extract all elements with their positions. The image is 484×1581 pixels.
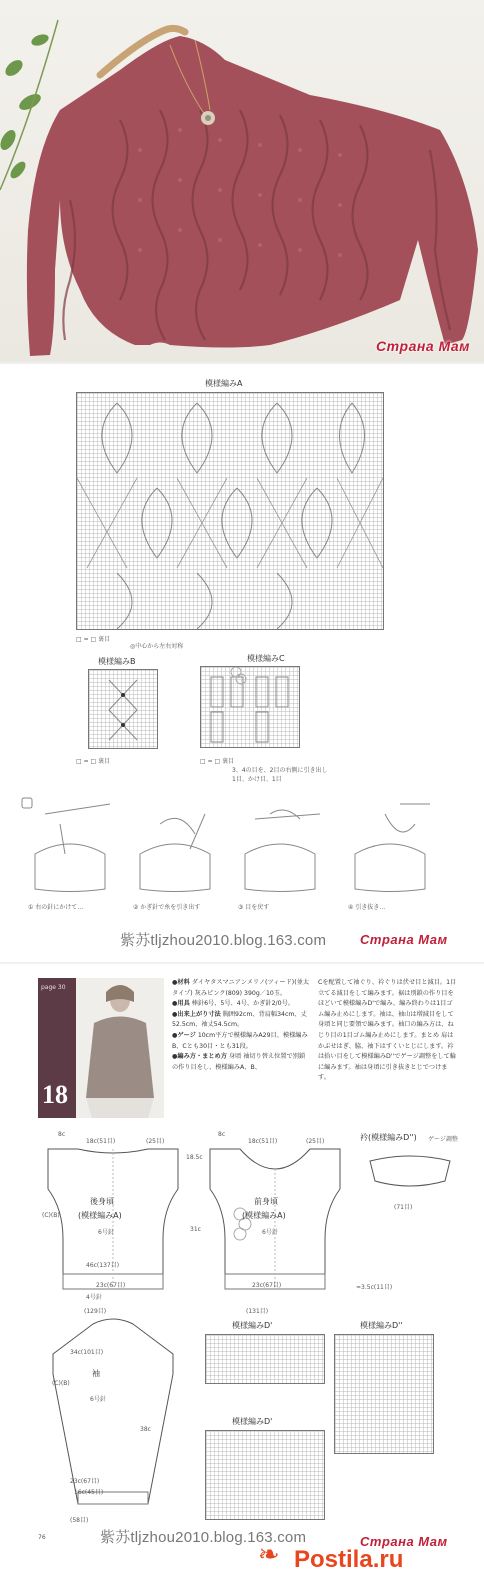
page-number: 76 — [38, 1534, 46, 1541]
model-figure — [76, 978, 164, 1118]
number-box — [38, 978, 76, 1118]
chart-b-legend: □ = □ 裏目 — [76, 758, 111, 765]
photo-watermark: Страна Мам — [376, 338, 471, 354]
collar-gauge: ゲージ調整 — [428, 1136, 458, 1143]
dim-71: (71目) — [394, 1204, 413, 1211]
pattern-dp-grid — [205, 1334, 325, 1384]
back-body-pattern: (模様編みA) — [78, 1211, 122, 1220]
dim-18c-back: 18c(51目) — [86, 1138, 116, 1145]
pattern-dpp-grid — [334, 1334, 434, 1454]
site-watermark-2: Страна Мам — [360, 1534, 448, 1549]
illustration-caption-3: ③ 目を戻す — [238, 904, 270, 911]
chart-c-grid — [200, 666, 300, 748]
illustration-caption-2: ② かぎ針で糸を引き出す — [133, 904, 201, 911]
chart-b-symbols — [89, 670, 157, 748]
dim-25-front: (25目) — [306, 1138, 325, 1145]
technique-illustrations — [20, 794, 460, 904]
tools-heading: ●用具 — [172, 1000, 190, 1008]
chart-a-note: ◎中心から左右対称 — [130, 643, 184, 650]
gauge-heading: ●ゲージ — [172, 1031, 196, 1039]
sleeve-schematic — [38, 1314, 188, 1534]
needle-6-front: 6号針 — [262, 1229, 278, 1236]
chart-c-legend: □ = □ 裏目 — [200, 758, 235, 765]
dim-34c-sleeve: 34c(101目) — [70, 1349, 104, 1356]
postila-mark: ❧ — [258, 1540, 280, 1570]
dim-18c-front: 18c(51目) — [248, 1138, 278, 1145]
front-body-title: 前身頃 — [254, 1197, 278, 1206]
dim-18-5c: 18.5c — [186, 1154, 203, 1161]
step-2-drawing — [140, 814, 210, 892]
dim-3-5c: ≈3.5c(11目) — [356, 1284, 393, 1291]
dim-129: (129目) — [84, 1308, 107, 1315]
size-text: 胸囲92cm、背肩幅34cm、丈52.5cm、袖丈54.5cm。 — [172, 1010, 307, 1029]
sweater-illustration — [0, 0, 484, 362]
dim-23c-back: 23c(67目) — [96, 1282, 126, 1289]
cb-labels-sleeve: (C)(B) — [52, 1380, 70, 1387]
size-heading: ●出来上がり寸法 — [172, 1010, 221, 1018]
postila-text: Postila.ru — [294, 1546, 404, 1573]
needle-6-back: 6号針 — [98, 1229, 114, 1236]
pattern-dp-grid-2 — [205, 1430, 325, 1520]
blog-watermark-2: 紫苏tljzhou2010.blog.163.com — [100, 1529, 307, 1546]
pattern-dpp-title: 模様編みD'' — [360, 1321, 403, 1330]
cb-labels-back: (C)(B) — [42, 1212, 60, 1219]
pattern-page — [0, 964, 484, 1581]
chart-b-grid — [88, 669, 158, 749]
chart-a-legend: □ = □ 裏目 — [76, 636, 111, 643]
chart-a-symbols — [77, 393, 383, 629]
text-column-left — [172, 978, 310, 1073]
needle-4-back: 4号針 — [86, 1294, 102, 1301]
illustration-caption-1: ① 右の針にかけて… — [28, 904, 84, 911]
step-1-drawing — [22, 798, 110, 892]
step-4-drawing — [355, 804, 430, 892]
collar-title: 衿(模様編みD'') — [360, 1133, 417, 1142]
dim-58: (58目) — [70, 1517, 89, 1524]
materials-heading: ●材料 — [172, 979, 190, 986]
collar-schematic — [360, 1146, 460, 1201]
back-body-title: 後身頃 — [90, 1197, 114, 1206]
dim-46c-back: 46c(137目) — [86, 1262, 120, 1269]
chart-a-title: 模様編みA — [205, 379, 243, 388]
needle-6-sleeve: 6号針 — [90, 1396, 106, 1403]
materials-text: ダイヤタスマニアンメリノ(ツィード)(並太タイプ) 灰みピンク(809) 390g／10玉。 — [172, 979, 310, 997]
dim-38c: 38c — [140, 1426, 151, 1433]
chart-b-title: 模様編みB — [98, 657, 136, 666]
tools-text: 棒針6号、5号、4号、かぎ針2/0号。 — [191, 1000, 294, 1008]
pattern-dp-title-2: 模様編みD' — [232, 1417, 273, 1426]
dim-23c-sleeve: 23c(67目) — [70, 1478, 100, 1485]
sweater-photo — [0, 0, 484, 362]
charts-page — [0, 364, 484, 960]
pattern-dp-title: 模様編みD' — [232, 1321, 273, 1330]
chart-c-symbols — [201, 667, 299, 747]
blog-watermark: 紫苏tljzhou2010.blog.163.com — [120, 932, 327, 949]
method-text: 身頃 袖切り替え位置で別鎖の作り目をし、模様編みA、B、 — [172, 1053, 306, 1071]
illustration-caption-4: ④ 引き抜き… — [348, 904, 386, 911]
text-column-right: Cを配置して袖ぐり、衿ぐりは伏せ目と減目。1目立てる減目をして編みます。裾は別鎖の作り目をほどいて模様編みD'で編み、編み終わりは1目ゴム編み止めにします。袖は、袖山は増減目をして身頃と同じ要領で編みます。袖口の編み方は、ねじり目の1目ゴム編み止めにします。まとめ 肩はかぶせはぎ、脇、袖下はすくいとじにします。衿は拾い目をして模様編みD''でゲージ調整をして輪に編みます。袖は身頃に引き抜きとじでつけます。 — [318, 979, 457, 1082]
dim-8c-front: 8c — [218, 1131, 226, 1138]
dim-25-back: (25目) — [146, 1138, 165, 1145]
gauge-text: 10cm平方で模様編みA29目、模様編みB、Cとも30目・とも31段。 — [172, 1031, 308, 1050]
step-3-drawing — [245, 810, 320, 892]
page-label: page 30 — [41, 984, 66, 991]
sleeve-title: 袖 — [92, 1369, 100, 1378]
chart-a-grid — [76, 392, 384, 630]
dim-8c-left: 8c — [58, 1131, 66, 1138]
dim-16c: 16c(45目) — [74, 1489, 104, 1496]
chart-c-title: 模様編みC — [247, 654, 285, 663]
chart-c-note-2: 1目、かけ目、1目 — [232, 776, 282, 783]
dim-23c-front: 23c(67目) — [252, 1282, 282, 1289]
dim-31c: 31c — [190, 1226, 201, 1233]
front-body-pattern: (模様編みA) — [242, 1211, 286, 1220]
site-watermark: Страна Мам — [360, 932, 448, 947]
pattern-number: 18 — [42, 1080, 68, 1109]
chart-c-note-1: 3、4の目を、2目の右側に引き出し — [232, 767, 328, 774]
model-photo — [76, 978, 164, 1118]
dim-131: (131目) — [246, 1308, 269, 1315]
method-heading: ●編み方・まとめ方 — [172, 1053, 227, 1061]
